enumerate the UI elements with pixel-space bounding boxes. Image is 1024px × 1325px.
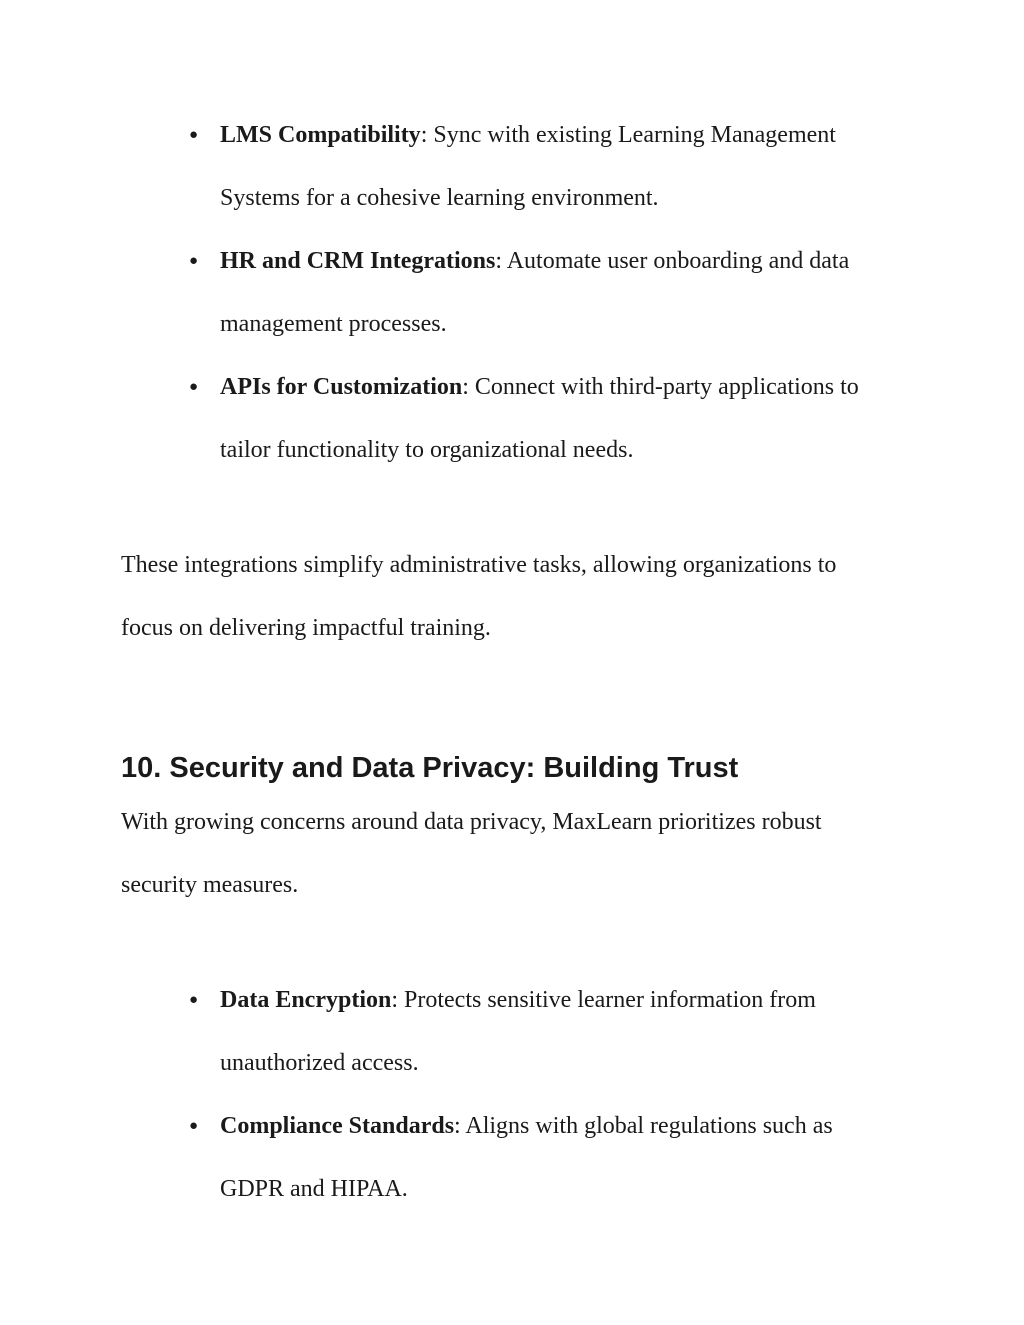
integrations-summary-paragraph: These integrations simplify administrative tasks, allowing organizations to focus on delivering impactful training. [121,552,837,641]
list-item-term: Data Encryption [220,987,392,1013]
list-item-text: : Aligns with global regulations such as GDPR and HIPAA. [220,1113,833,1202]
bullet-icon: ● [189,127,199,143]
list-item-lms-compatibility [189,104,900,230]
bullet-icon: ● [189,253,199,269]
list-item-term: Compliance Standards [220,1113,455,1139]
list-item-compliance-standards [189,1095,900,1221]
section-heading-security: 10. Security and Data Privacy: Building Trust [121,752,739,784]
list-item-term: HR and CRM Integrations [220,248,496,274]
list-item-hr-crm-integrations [189,230,900,356]
list-item-data-encryption [189,969,900,1095]
bullet-icon: ● [189,1118,199,1134]
list-item-text: : Sync with existing Learning Management Systems for a cohesive learning environment. [220,122,836,211]
security-bullet-list [189,969,900,1221]
list-item-term: LMS Compatibility [220,122,421,148]
list-item-apis-customization [189,356,900,482]
bullet-icon: ● [189,992,199,1008]
list-item-term: APIs for Customization [220,374,463,400]
list-item-text: : Automate user onboarding and data management processes. [220,248,850,337]
list-item-text: : Connect with third-party applications to tailor functionality to organizational needs. [220,374,859,463]
security-intro-paragraph: With growing concerns around data privacy, MaxLearn prioritizes robust security measures. [121,809,822,898]
bullet-icon: ● [189,379,199,395]
integrations-bullet-list [189,104,900,482]
list-item-text: : Protects sensitive learner information from unauthorized access. [220,987,816,1076]
